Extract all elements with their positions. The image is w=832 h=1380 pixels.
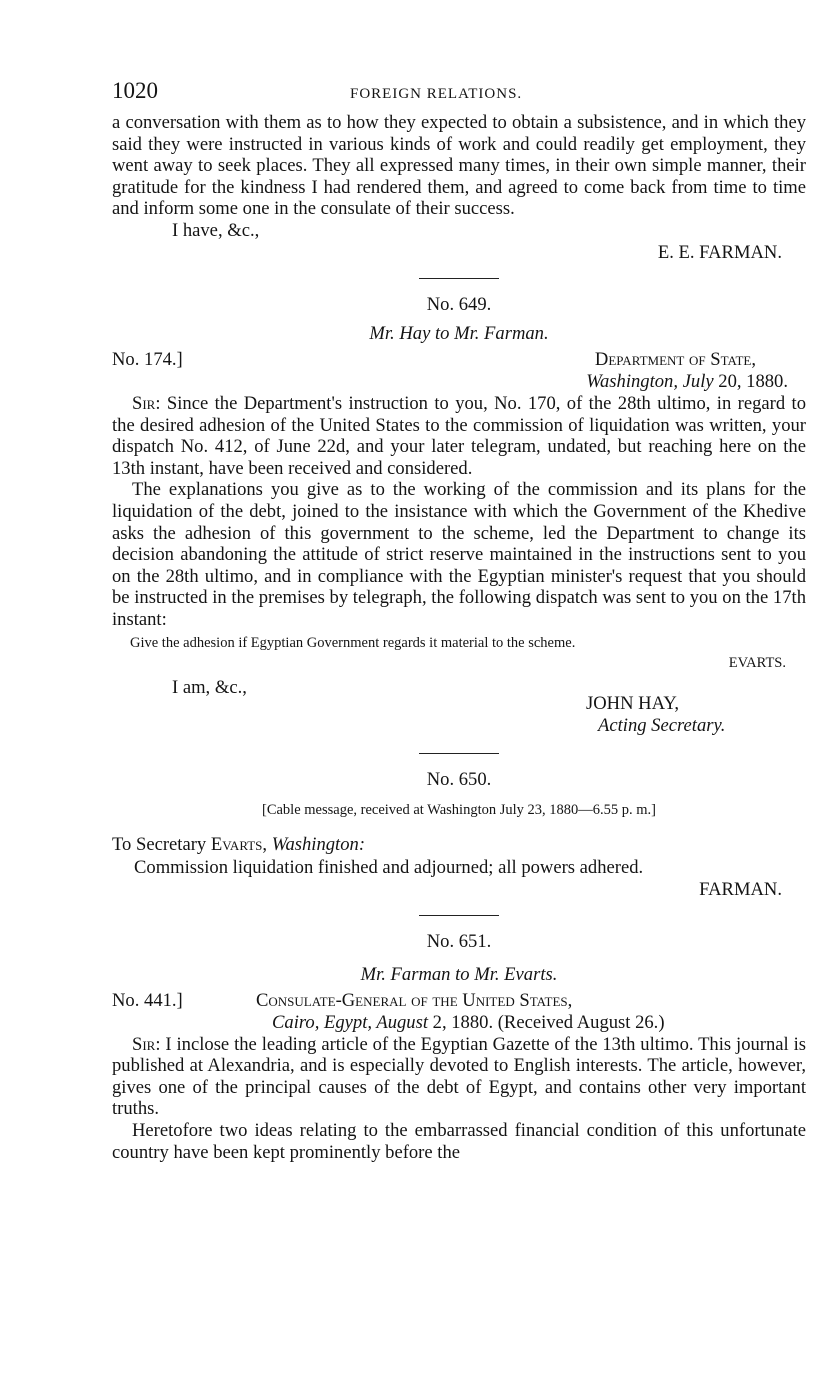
doc-651-paragraph-2: Heretofore two ideas relating to the embarrassed financial condition of this unfortunate country have been kept prominently before the	[112, 1120, 806, 1163]
doc-651-correspondents: Mr. Farman to Mr. Evarts.	[360, 963, 558, 985]
doc-649-department: Department of State,	[594, 348, 756, 370]
doc-651-ref: No. 441.]	[112, 989, 183, 1011]
doc-649-salutation: Sir:	[132, 392, 161, 414]
intro-closing: I have, &c.,	[172, 219, 260, 241]
doc-650-message: Commission liquidation finished and adjourned; all powers adhered.	[134, 857, 644, 879]
doc-649-signature: JOHN HAY,	[586, 692, 679, 714]
running-head: FOREIGN RELATIONS.	[350, 86, 523, 102]
doc-649-correspondents: Mr. Hay to Mr. Farman.	[369, 322, 549, 344]
doc-650-addressee-place: Washington:	[271, 833, 366, 855]
doc-651-number: No. 651.	[426, 930, 492, 952]
doc-649-p1: Since the Department's instruction to you, No. 170, of the 28th ultimo, in regard to the desired adhesion of the United States to the commission of liquidation was written, your dispatch No. 412, of June 22d, and your later telegram, undated, but reaching here on the 13th instant, have been received and considered.	[112, 392, 806, 479]
doc-651-p1: I inclose the leading article of the Egyptian Gazette of the 13th ultimo. This journal is published at Alexandria, and is especially devoted to English interests. The article, however, gives one of the principal causes of the debt of Egypt, and contains other very important truths.	[112, 1033, 806, 1120]
doc-651-place: Cairo, Egypt, August	[272, 1011, 428, 1033]
doc-651-paragraph-1	[112, 1034, 806, 1120]
doc-649-date	[586, 371, 788, 393]
section-divider	[419, 278, 499, 279]
doc-651-heading	[112, 990, 806, 1034]
section-divider	[419, 753, 499, 754]
doc-651-consulate: Consulate-General of the United States,	[256, 989, 573, 1011]
doc-651-date	[272, 1012, 665, 1034]
doc-649-signature-title: Acting Secretary.	[598, 714, 726, 736]
doc-649-closing: I am, &c.,	[172, 676, 247, 698]
page-header	[112, 78, 806, 112]
doc-649-telegram-sig: EVARTS.	[728, 654, 786, 671]
doc-649-heading	[112, 349, 806, 393]
doc-649-paragraph-1	[112, 393, 806, 479]
doc-650-cable-note: [Cable message, received at Washington July 23, 1880—6.55 p. m.]	[261, 801, 656, 818]
document-page	[112, 78, 806, 1163]
doc-649-signature-block	[112, 673, 806, 739]
doc-649-date-rest: 20, 1880.	[718, 370, 788, 392]
intro-signature: E. E. FARMAN.	[657, 241, 782, 263]
doc-649-place: Washington,	[586, 370, 678, 392]
doc-650-signature: FARMAN.	[699, 878, 782, 900]
doc-650-addressee-prefix: To Secretary	[112, 833, 207, 855]
doc-650-addressee-name: Evarts,	[210, 833, 268, 855]
section-divider	[419, 915, 499, 916]
doc-650-number: No. 650.	[426, 768, 492, 790]
intro-paragraph: a conversation with them as to how they expected to obtain a subsistence, and in which they said they were instructed in various kinds of work and could readily get employment, they went away to seek places. They all expressed many times, in their own simple manner, their gratitude for the kindness I had rendered them, and agreed to come back from time to time and inform some one in the consulate of their success.	[112, 112, 806, 220]
doc-649-ref: No. 174.]	[112, 348, 183, 370]
page-number: 1020	[112, 78, 158, 103]
doc-649-number: No. 649.	[426, 293, 492, 315]
doc-649-paragraph-2: The explanations you give as to the working of the commission and its plans for the liquidation of the debt, joined to the insistance with which the Government of the Khedive asks the adhesion of this government to the scheme, led the Department to change its decision abandoning the attitude of strict reserve maintained in the instructions sent to you on the 28th ultimo, and in compliance with the Egyptian minister's request that you should be instructed in the premises by telegraph, the following dispatch was sent to you on the 17th instant:	[112, 479, 806, 630]
doc-649-date-month: July	[682, 370, 714, 392]
doc-650-addressee	[112, 834, 806, 856]
doc-651-date-rest: 2, 1880. (Received August 26.)	[432, 1011, 665, 1033]
doc-651-salutation: Sir:	[132, 1033, 161, 1055]
doc-649-telegram: Give the adhesion if Egyptian Government regards it material to the scheme.	[130, 634, 576, 651]
